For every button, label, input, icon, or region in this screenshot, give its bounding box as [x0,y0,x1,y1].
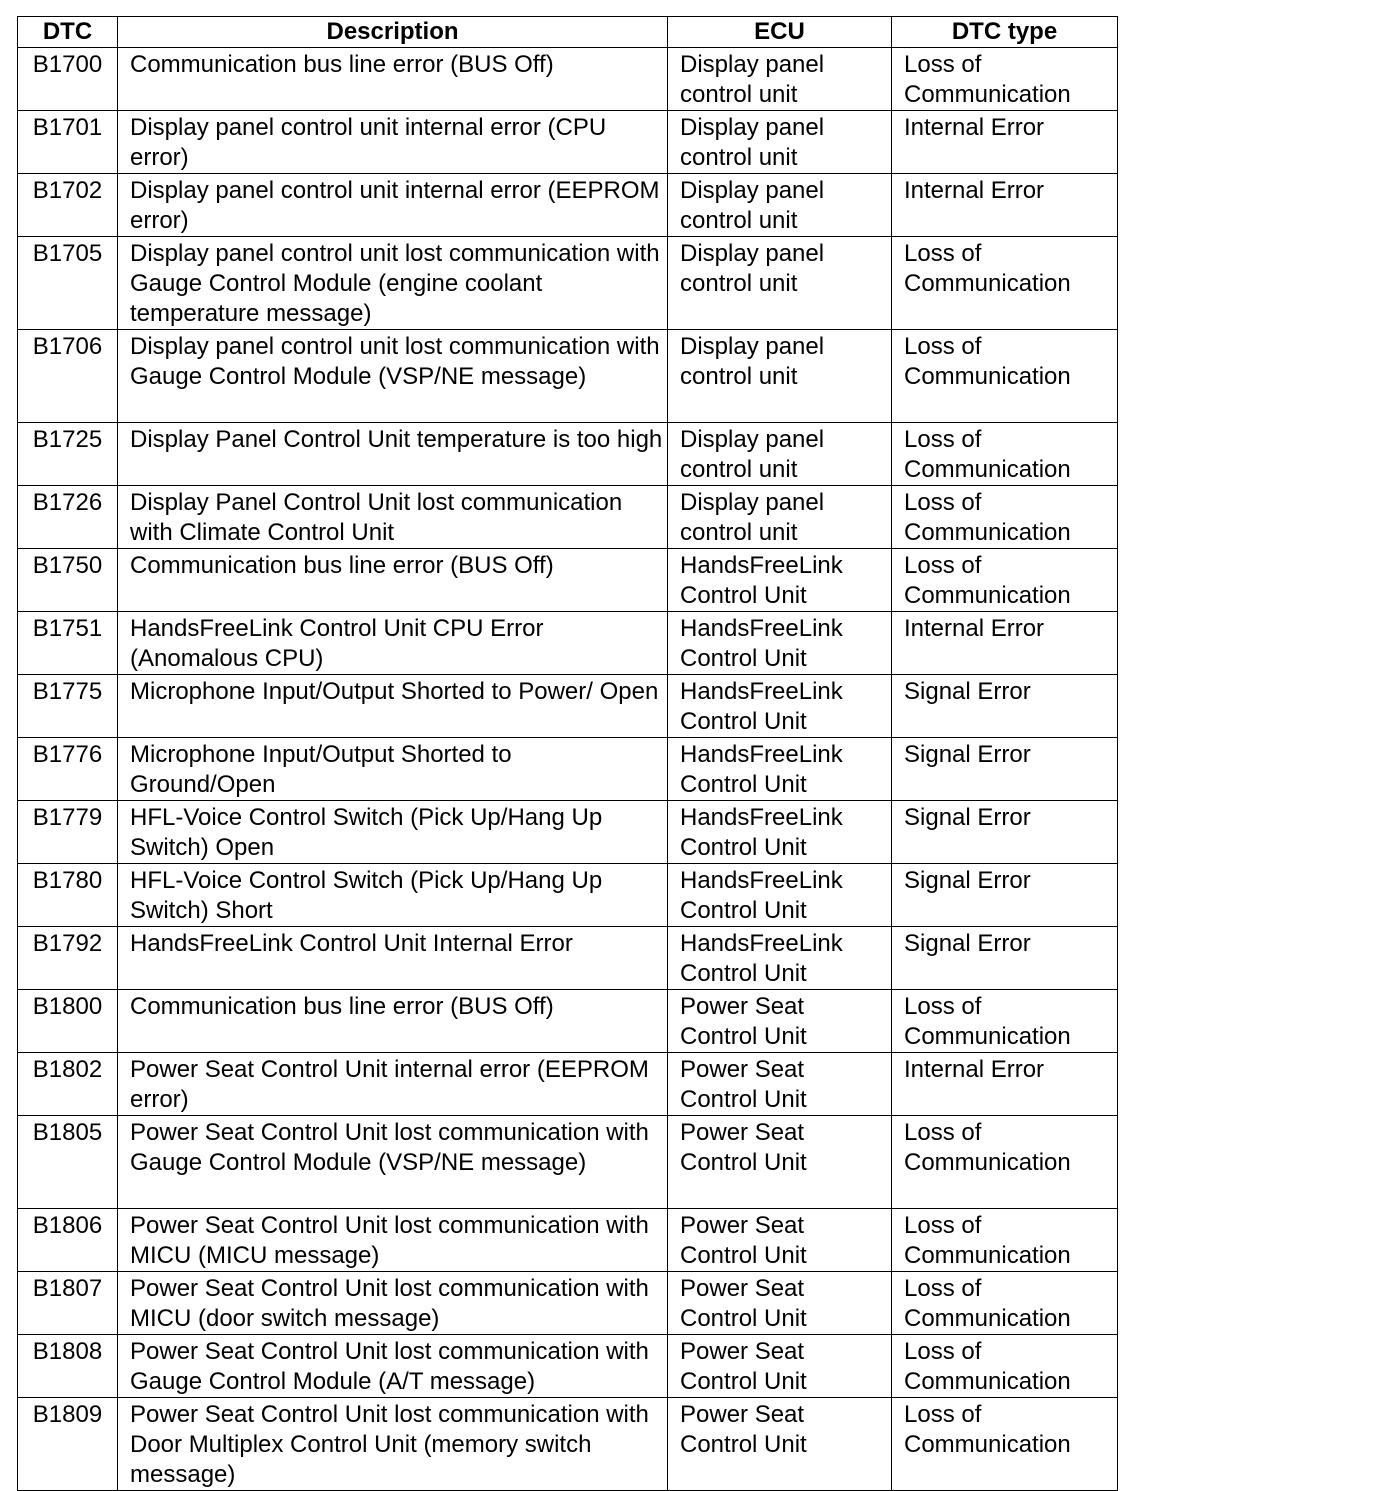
dtc-type-cell: Loss of Communication [892,486,1118,549]
table-row [18,864,1118,927]
dtc-type-cell: Internal Error [892,174,1118,237]
dtc-cell: B1776 [18,738,118,801]
ecu-cell: HandsFreeLink Control Unit [668,738,892,801]
dtc-type-cell: Signal Error [892,864,1118,927]
dtc-cell: B1805 [18,1116,118,1209]
table-row [18,927,1118,990]
dtc-type-cell: Loss of Communication [892,330,1118,423]
ecu-cell: Display panel control unit [668,48,892,111]
ecu-cell: Display panel control unit [668,486,892,549]
dtc-type-cell: Loss of Communication [892,1335,1118,1398]
description-cell: Display panel control unit internal error (EEPROM error) [118,174,668,237]
description-cell: Power Seat Control Unit internal error (EEPROM error) [118,1053,668,1116]
table-row [18,738,1118,801]
table-row [18,549,1118,612]
table-row [18,486,1118,549]
table-row [18,1053,1118,1116]
description-cell: Display panel control unit lost communication with Gauge Control Module (engine coolant temperature message) [118,237,668,330]
dtc-cell: B1706 [18,330,118,423]
table-row [18,1209,1118,1272]
dtc-cell: B1802 [18,1053,118,1116]
ecu-cell: HandsFreeLink Control Unit [668,549,892,612]
dtc-cell: B1806 [18,1209,118,1272]
table-header [18,17,1118,48]
table-row [18,1335,1118,1398]
dtc-type-cell: Loss of Communication [892,1398,1118,1491]
ecu-cell: Power Seat Control Unit [668,990,892,1053]
ecu-cell: HandsFreeLink Control Unit [668,675,892,738]
table-body [18,48,1118,1491]
table-row [18,330,1118,423]
dtc-type-cell: Internal Error [892,612,1118,675]
dtc-cell: B1700 [18,48,118,111]
description-cell: Microphone Input/Output Shorted to Ground/Open [118,738,668,801]
header-ecu: ECU [668,17,892,48]
description-cell: Communication bus line error (BUS Off) [118,48,668,111]
description-cell: HandsFreeLink Control Unit Internal Error [118,927,668,990]
header-dtc-type: DTC type [892,17,1118,48]
table-row [18,111,1118,174]
dtc-cell: B1807 [18,1272,118,1335]
dtc-type-cell: Internal Error [892,111,1118,174]
dtc-cell: B1751 [18,612,118,675]
description-cell: Communication bus line error (BUS Off) [118,549,668,612]
ecu-cell: Power Seat Control Unit [668,1209,892,1272]
dtc-type-cell: Loss of Communication [892,549,1118,612]
dtc-cell: B1750 [18,549,118,612]
dtc-type-cell: Signal Error [892,675,1118,738]
ecu-cell: HandsFreeLink Control Unit [668,612,892,675]
table-row [18,675,1118,738]
description-cell: HFL-Voice Control Switch (Pick Up/Hang Up Switch) Open [118,801,668,864]
description-cell: Microphone Input/Output Shorted to Power/ Open [118,675,668,738]
dtc-cell: B1809 [18,1398,118,1491]
ecu-cell: HandsFreeLink Control Unit [668,864,892,927]
dtc-type-cell: Loss of Communication [892,1209,1118,1272]
table-row [18,423,1118,486]
table-row [18,1272,1118,1335]
ecu-cell: Power Seat Control Unit [668,1335,892,1398]
dtc-cell: B1792 [18,927,118,990]
dtc-cell: B1705 [18,237,118,330]
header-description: Description [118,17,668,48]
ecu-cell: Display panel control unit [668,174,892,237]
header-dtc: DTC [18,17,118,48]
description-cell: Power Seat Control Unit lost communication with MICU (MICU message) [118,1209,668,1272]
ecu-cell: Display panel control unit [668,237,892,330]
dtc-type-cell: Loss of Communication [892,237,1118,330]
dtc-type-cell: Loss of Communication [892,1116,1118,1209]
table-row [18,990,1118,1053]
description-cell: HandsFreeLink Control Unit CPU Error (Anomalous CPU) [118,612,668,675]
dtc-type-cell: Signal Error [892,927,1118,990]
table-row [18,612,1118,675]
dtc-type-cell: Signal Error [892,738,1118,801]
dtc-cell: B1800 [18,990,118,1053]
table-row [18,1398,1118,1491]
ecu-cell: HandsFreeLink Control Unit [668,927,892,990]
ecu-cell: Display panel control unit [668,111,892,174]
dtc-cell: B1702 [18,174,118,237]
dtc-table [17,16,1118,1491]
description-cell: Display panel control unit internal error (CPU error) [118,111,668,174]
ecu-cell: HandsFreeLink Control Unit [668,801,892,864]
dtc-type-cell: Signal Error [892,801,1118,864]
description-cell: Power Seat Control Unit lost communication with Door Multiplex Control Unit (memory switch message) [118,1398,668,1491]
dtc-cell: B1726 [18,486,118,549]
description-cell: Power Seat Control Unit lost communication with Gauge Control Module (A/T message) [118,1335,668,1398]
ecu-cell: Power Seat Control Unit [668,1272,892,1335]
header-row [18,17,1118,48]
dtc-type-cell: Loss of Communication [892,423,1118,486]
ecu-cell: Power Seat Control Unit [668,1398,892,1491]
table-row [18,237,1118,330]
ecu-cell: Power Seat Control Unit [668,1116,892,1209]
ecu-cell: Power Seat Control Unit [668,1053,892,1116]
description-cell: Display Panel Control Unit lost communication with Climate Control Unit [118,486,668,549]
description-cell: Power Seat Control Unit lost communication with MICU (door switch message) [118,1272,668,1335]
dtc-cell: B1725 [18,423,118,486]
table-row [18,1116,1118,1209]
description-cell: Display Panel Control Unit temperature is too high [118,423,668,486]
dtc-type-cell: Loss of Communication [892,990,1118,1053]
dtc-type-cell: Loss of Communication [892,1272,1118,1335]
dtc-cell: B1808 [18,1335,118,1398]
table-row [18,174,1118,237]
description-cell: HFL-Voice Control Switch (Pick Up/Hang Up Switch) Short [118,864,668,927]
ecu-cell: Display panel control unit [668,423,892,486]
dtc-cell: B1775 [18,675,118,738]
dtc-type-cell: Internal Error [892,1053,1118,1116]
dtc-type-cell: Loss of Communication [892,48,1118,111]
description-cell: Communication bus line error (BUS Off) [118,990,668,1053]
description-cell: Power Seat Control Unit lost communication with Gauge Control Module (VSP/NE message) [118,1116,668,1209]
dtc-cell: B1701 [18,111,118,174]
ecu-cell: Display panel control unit [668,330,892,423]
dtc-cell: B1780 [18,864,118,927]
description-cell: Display panel control unit lost communication with Gauge Control Module (VSP/NE message) [118,330,668,423]
document-page [17,16,1117,1491]
table-row [18,801,1118,864]
dtc-cell: B1779 [18,801,118,864]
table-row [18,48,1118,111]
